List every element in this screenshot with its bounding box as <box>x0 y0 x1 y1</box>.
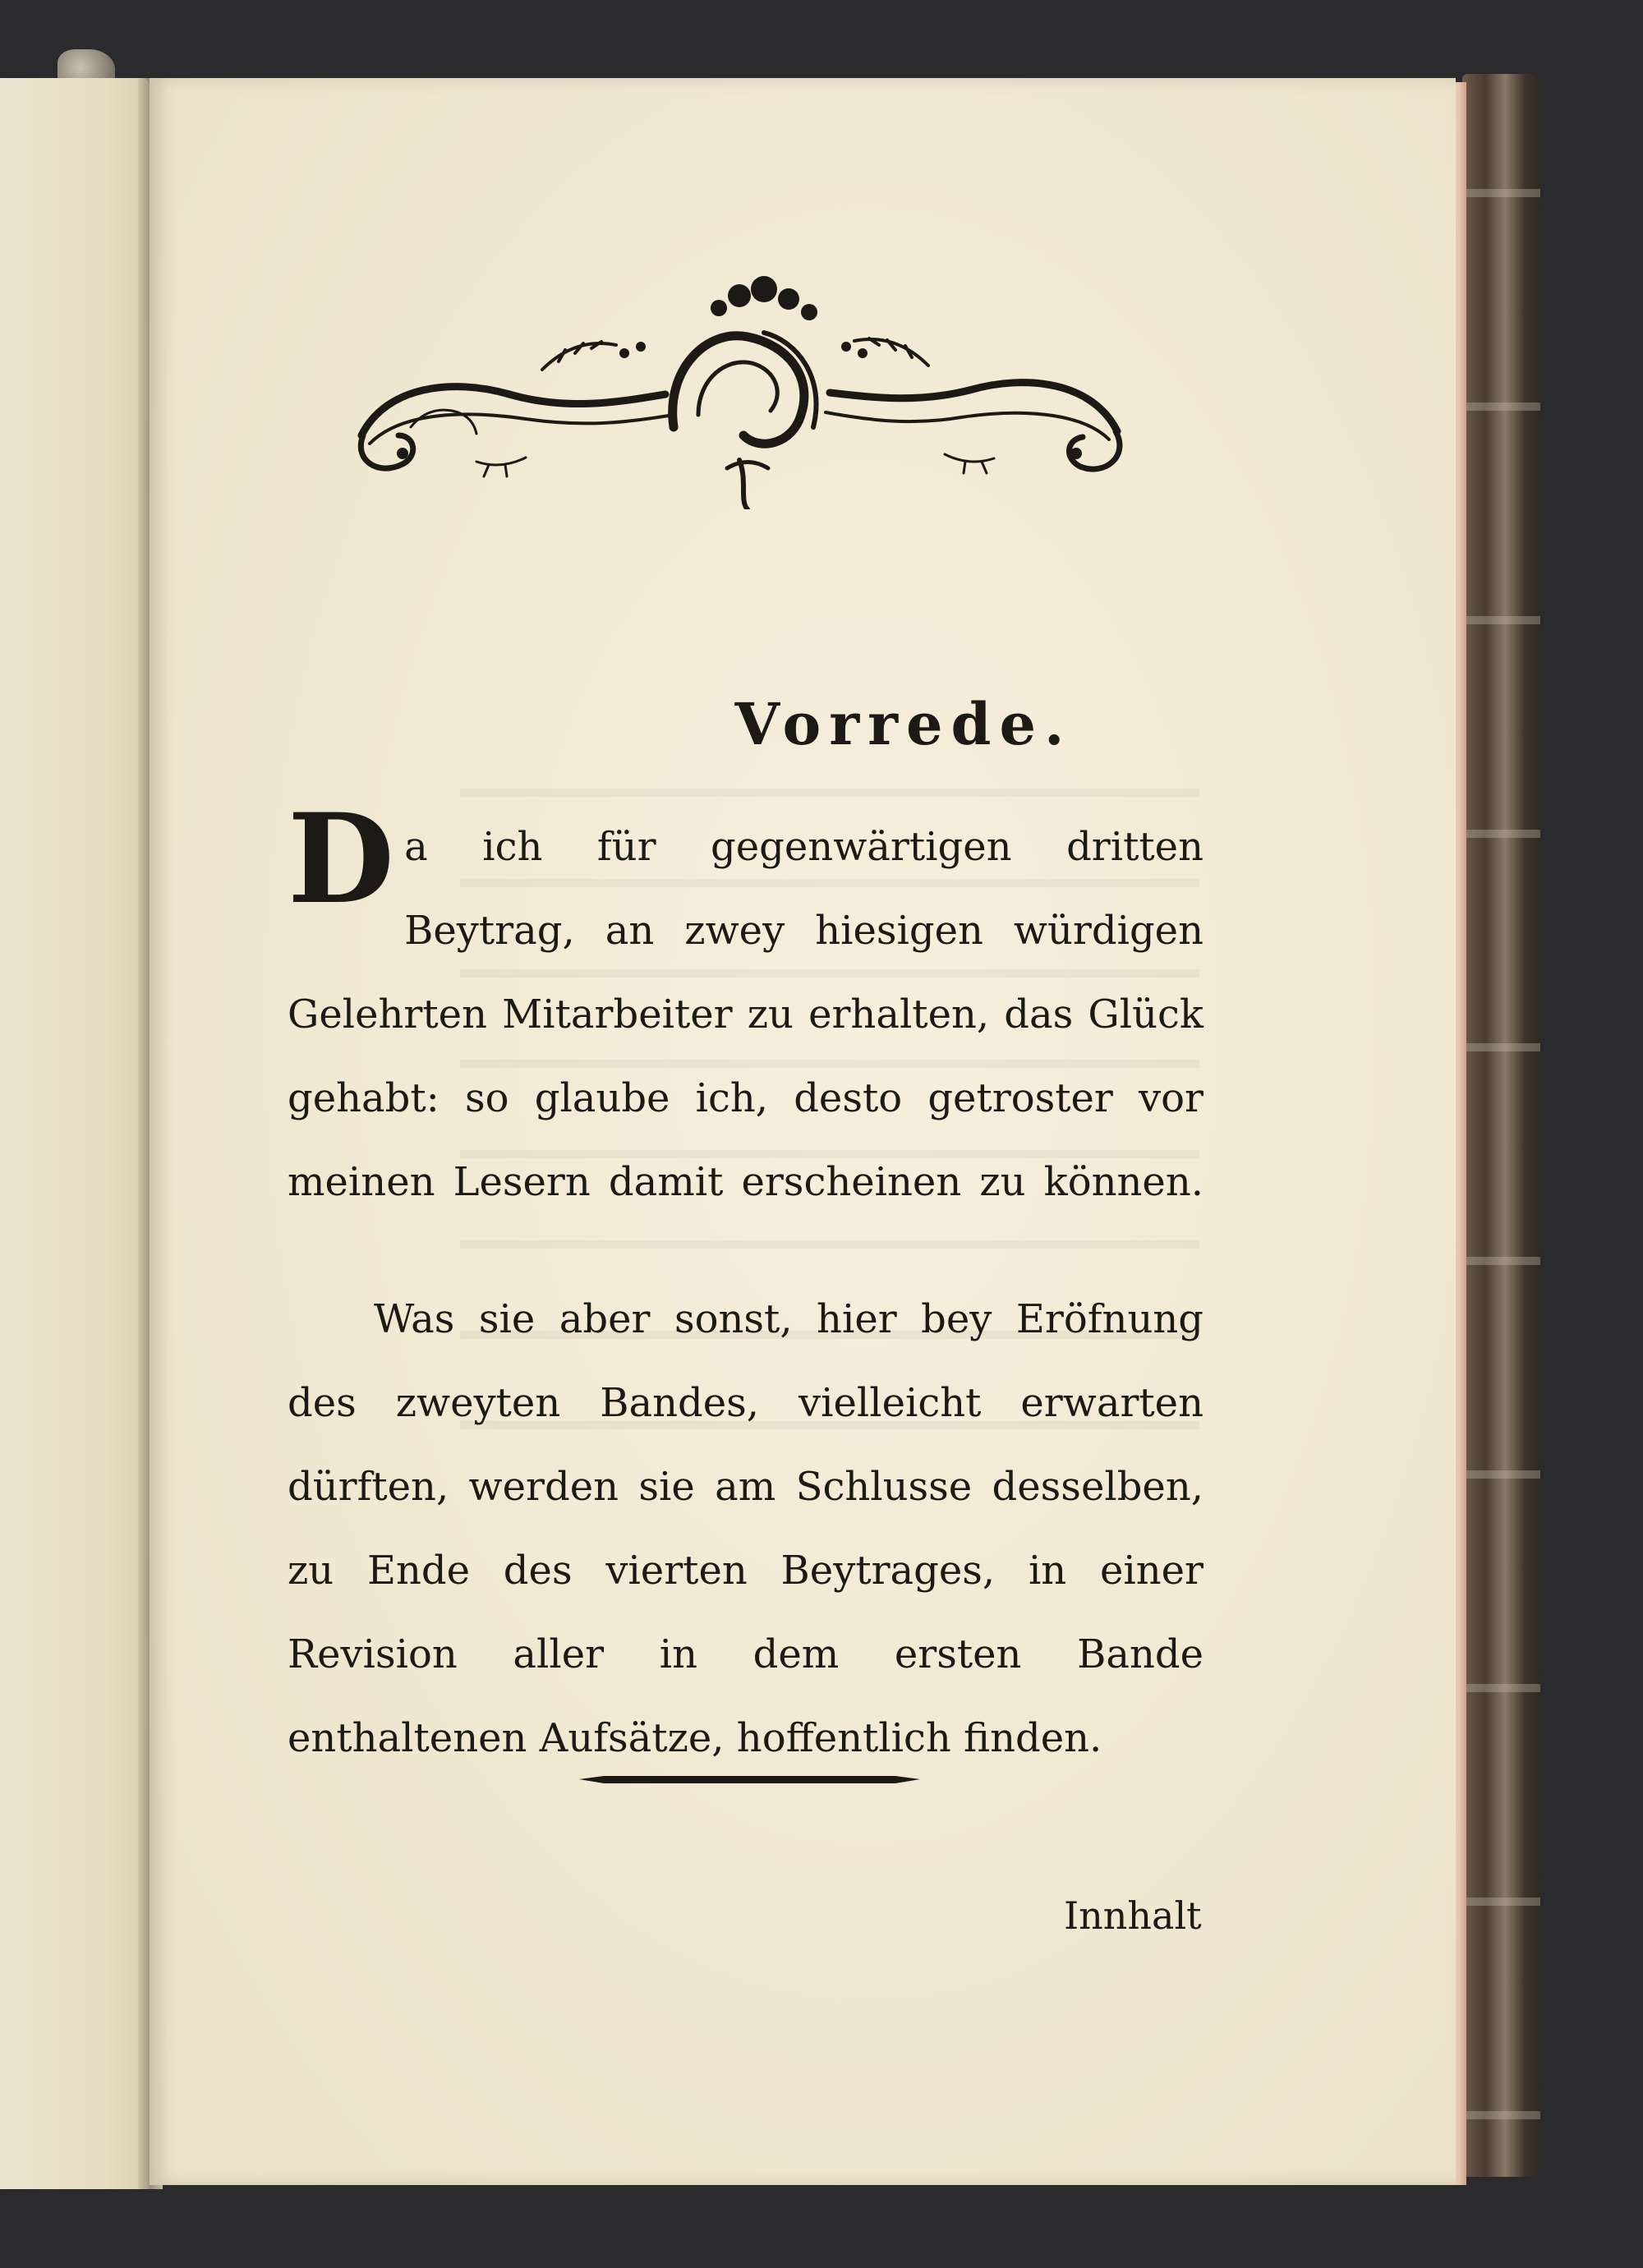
paragraph-1 <box>288 787 1203 1224</box>
page-title: Vorrede. <box>734 690 1073 758</box>
book-spine <box>1462 74 1540 2177</box>
paragraph-2 <box>288 1277 1203 1780</box>
drop-cap: D <box>288 787 395 932</box>
verso-page-edge <box>0 78 150 2189</box>
tapered-rule-icon <box>579 1774 920 1786</box>
paragraph-2-text: Was sie aber sonst, hier bey Eröfnung des zweyten Bandes, vielleicht erwarten dürften, werden sie am Schlusse desselben, zu Ende des vierten Beytrages, in einer Revision aller in dem ersten Bande enthaltenen Aufsätze, hoffentlich finden. <box>288 1296 1203 1761</box>
catchword: Innhalt <box>1064 1893 1202 1938</box>
paragraph-1-text: a ich für gegenwärtigen dritten Beytrag, an zwey hiesigen würdigen Gelehrten Mitarbeiter zu erhalten, das Glück gehabt: so glaube ich, desto getroster vor meinen Lesern damit erscheinen zu können. <box>288 824 1203 1205</box>
rococo-vignette-icon <box>353 271 1125 509</box>
